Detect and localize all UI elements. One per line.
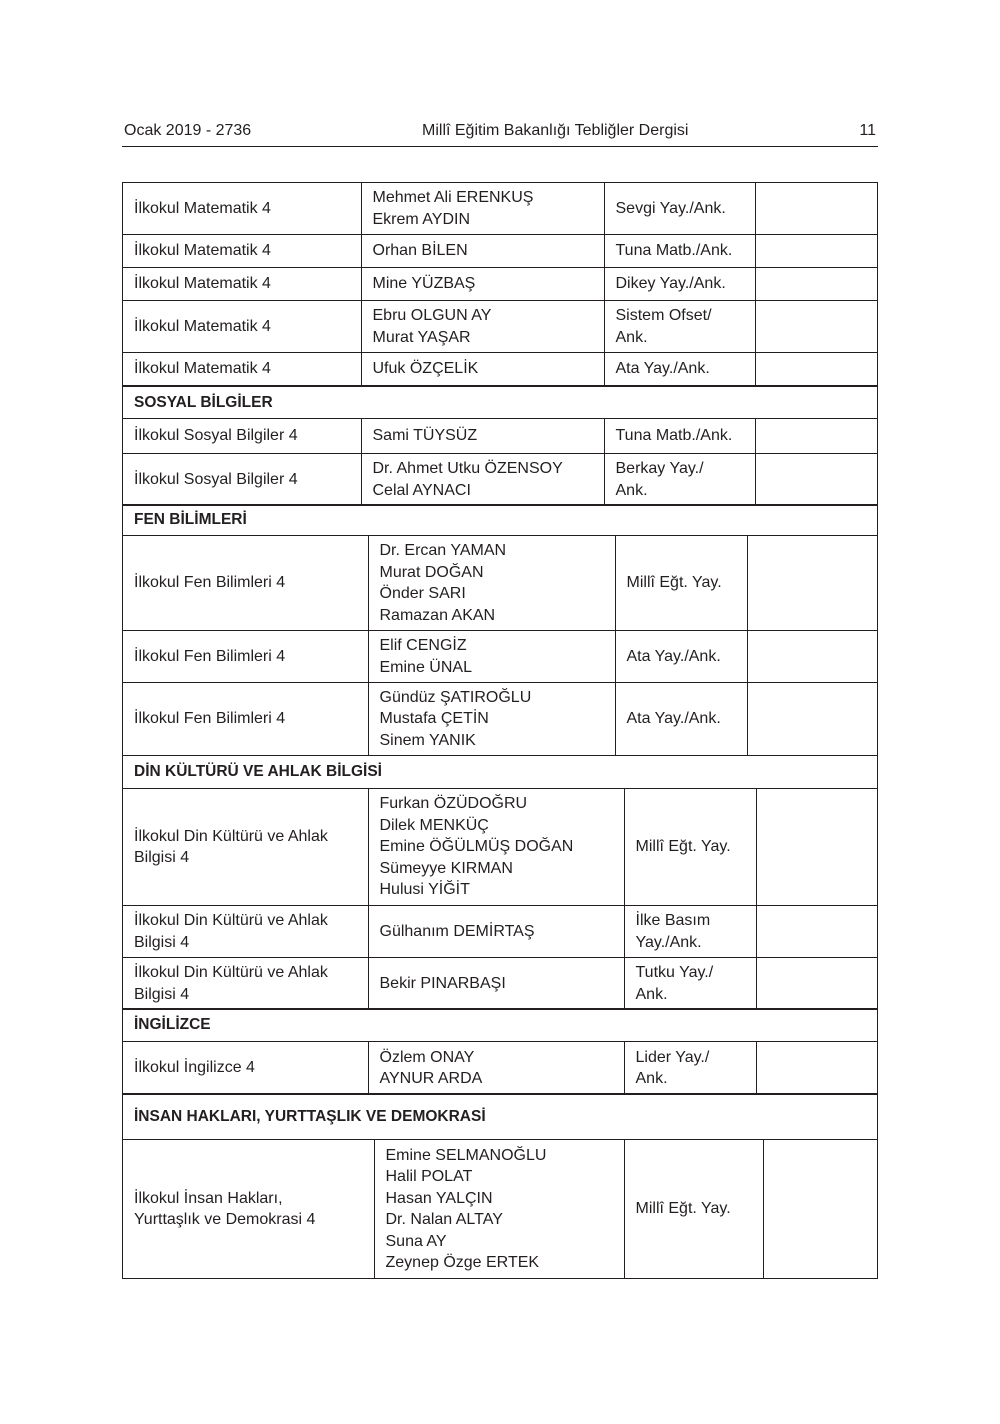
empty-note-cell xyxy=(755,268,877,301)
page-number: 11 xyxy=(859,122,876,139)
author-name: Önder SARI xyxy=(379,585,466,602)
empty-note-cell xyxy=(755,454,877,506)
author-name: Sami TÜYSÜZ xyxy=(372,427,478,445)
book-title-cell xyxy=(123,958,368,1010)
empty-note-cell xyxy=(763,1140,877,1279)
book-title: İlkokul Matematik 4 xyxy=(134,317,271,335)
publisher-cell xyxy=(624,1042,756,1095)
publisher-cell xyxy=(615,683,747,756)
empty-note-cell xyxy=(747,631,877,683)
book-title: İlkokul Matematik 4 xyxy=(134,275,271,293)
book-title-line: İlkokul Din Kültürü ve Ahlak xyxy=(134,912,328,929)
empty-note-cell xyxy=(756,906,877,958)
empty-note-cell xyxy=(755,419,877,454)
author-name: Furkan ÖZÜDOĞRU xyxy=(379,795,528,813)
publisher-cell xyxy=(604,301,755,353)
author-name: Mine YÜZBAŞ xyxy=(372,275,476,293)
sosyal-table xyxy=(122,418,878,506)
publisher-line: Ata Yay./Ank. xyxy=(626,647,721,665)
book-title-line: Bilgisi 4 xyxy=(134,985,190,1003)
book-title: İlkokul Matematik 4 xyxy=(134,199,271,217)
book-title-cell xyxy=(123,235,361,268)
author-name: Mehmet Ali ERENKUŞ xyxy=(372,189,534,206)
book-title-cell xyxy=(123,631,368,683)
table-row xyxy=(123,268,877,301)
publisher-cell xyxy=(604,183,755,235)
table-row xyxy=(123,235,877,268)
author-name: Özlem ONAY xyxy=(379,1048,475,1066)
book-title: İlkokul Fen Bilimleri 4 xyxy=(134,574,286,592)
matematik-table xyxy=(122,182,878,386)
table-row xyxy=(123,906,877,958)
publisher-line: Dikey Yay./Ank. xyxy=(615,275,726,293)
publisher-line: Lider Yay./ xyxy=(635,1048,710,1066)
section-fen-bilimleri: FEN BİLİMLERİ xyxy=(122,504,878,536)
author-name: Mustafa ÇETİN xyxy=(379,710,489,728)
author-name: Halil POLAT xyxy=(385,1168,473,1185)
author-name: Murat DOĞAN xyxy=(379,563,484,581)
book-title-cell xyxy=(123,268,361,301)
table-row xyxy=(123,183,877,235)
publisher-cell xyxy=(624,1140,763,1279)
book-title: İlkokul Matematik 4 xyxy=(134,360,271,378)
book-title: İlkokul Matematik 4 xyxy=(134,242,271,260)
publisher-line: Sevgi Yay./Ank. xyxy=(615,199,726,217)
book-title: İlkokul Fen Bilimleri 4 xyxy=(134,710,286,728)
authors-cell xyxy=(368,683,615,756)
empty-note-cell xyxy=(747,683,877,756)
authors-cell xyxy=(368,958,624,1010)
table-row xyxy=(123,958,877,1010)
section-sosyal-bilgiler: SOSYAL BİLGİLER xyxy=(122,386,878,419)
book-title-cell xyxy=(123,419,361,454)
book-title-line: İlkokul İngilizce 4 xyxy=(134,1059,255,1077)
section-din-kulturu: DİN KÜLTÜRÜ VE AHLAK BİLGİSİ xyxy=(122,755,878,789)
author-name: AYNUR ARDA xyxy=(379,1070,483,1087)
section-ingilizce: İNGİLİZCE xyxy=(122,1008,878,1042)
author-name: Zeynep Özge ERTEK xyxy=(385,1254,540,1271)
publisher-line: İlke Basım xyxy=(635,912,711,929)
author-name: Dr. Ahmet Utku ÖZENSOY xyxy=(372,460,563,477)
publisher-line: Ank. xyxy=(615,481,648,499)
publisher-cell xyxy=(615,536,747,631)
publisher-line: Ank. xyxy=(635,1070,668,1087)
publisher-line: Tuna Matb./Ank. xyxy=(615,427,733,445)
book-title-line: Bilgisi 4 xyxy=(134,933,190,951)
fen-table xyxy=(122,535,878,756)
publisher-line: Berkay Yay./ xyxy=(615,460,704,477)
author-name: Orhan BİLEN xyxy=(372,242,468,260)
authors-cell xyxy=(361,183,604,235)
author-name: Bekir PINARBAŞI xyxy=(379,974,506,992)
publisher-line: Millî Eğt. Yay. xyxy=(635,838,731,856)
book-title-cell xyxy=(123,183,361,235)
table-row xyxy=(123,353,877,386)
authors-cell xyxy=(368,906,624,958)
table-row xyxy=(123,454,877,506)
author-name: Ufuk ÖZÇELİK xyxy=(372,360,479,378)
din-table xyxy=(122,788,878,1010)
author-name: Elif CENGİZ xyxy=(379,637,467,654)
author-name: Ramazan AKAN xyxy=(379,606,496,624)
publisher-line: Millî Eğt. Yay. xyxy=(635,1200,731,1218)
book-title-cell xyxy=(123,789,368,906)
table-row xyxy=(123,1042,877,1095)
book-title-line: İlkokul İnsan Hakları, xyxy=(134,1189,283,1207)
page-header xyxy=(122,118,878,147)
author-name: Hulusi YİĞİT xyxy=(379,881,470,899)
authors-cell xyxy=(361,301,604,353)
publisher-cell xyxy=(615,631,747,683)
author-name: Sinem YANIK xyxy=(379,731,476,749)
author-name: Emine ÖĞÜLMÜŞ DOĞAN xyxy=(379,838,574,856)
publisher-line: Tuna Matb./Ank. xyxy=(615,242,733,260)
empty-note-cell xyxy=(755,183,877,235)
author-name: Sümeyye KIRMAN xyxy=(379,859,513,877)
author-name: Suna AY xyxy=(385,1232,447,1250)
publisher-cell xyxy=(604,235,755,268)
author-name: Dr. Nalan ALTAY xyxy=(385,1211,503,1228)
publisher-cell xyxy=(604,353,755,386)
author-name: Dilek MENKÜÇ xyxy=(379,816,489,834)
book-title-cell xyxy=(123,683,368,756)
book-title-cell xyxy=(123,353,361,386)
author-name: Emine ÜNAL xyxy=(379,658,472,676)
authors-cell xyxy=(361,235,604,268)
book-title-cell xyxy=(123,454,361,506)
author-name: Gündüz ŞATIROĞLU xyxy=(379,688,532,706)
publisher-line: Yay./Ank. xyxy=(635,933,702,951)
authors-cell xyxy=(368,789,624,906)
author-name: Gülhanım DEMİRTAŞ xyxy=(379,922,535,940)
book-title-line: Bilgisi 4 xyxy=(134,849,190,866)
author-name: Celal AYNACI xyxy=(372,481,471,499)
book-title-cell xyxy=(123,906,368,958)
journal-title: Millî Eğitim Bakanlığı Tebliğler Dergisi xyxy=(422,122,689,139)
authors-cell xyxy=(361,268,604,301)
authors-cell xyxy=(368,1042,624,1095)
table-row xyxy=(123,419,877,454)
publisher-line: Ata Yay./Ank. xyxy=(626,710,721,728)
publisher-cell xyxy=(604,419,755,454)
book-title-cell xyxy=(123,301,361,353)
table-row xyxy=(123,631,877,683)
empty-note-cell xyxy=(756,789,877,906)
table-row xyxy=(123,1140,877,1279)
empty-note-cell xyxy=(755,353,877,386)
table-row xyxy=(123,683,877,756)
issue-date: Ocak 2019 - 2736 xyxy=(124,122,252,139)
book-title-line: Yurttaşlık ve Demokrasi 4 xyxy=(134,1211,316,1228)
authors-cell xyxy=(368,631,615,683)
author-name: Hasan YALÇIN xyxy=(385,1189,493,1207)
book-title-cell xyxy=(123,1140,374,1279)
authors-cell xyxy=(374,1140,624,1279)
author-name: Ebru OLGUN AY xyxy=(372,307,492,324)
table-row xyxy=(123,301,877,353)
authors-cell xyxy=(361,419,604,454)
table-row xyxy=(123,789,877,906)
table-row xyxy=(123,536,877,631)
authors-cell xyxy=(368,536,615,631)
book-title-cell xyxy=(123,536,368,631)
author-name: Ekrem AYDIN xyxy=(372,210,470,228)
publisher-cell xyxy=(604,268,755,301)
publisher-cell xyxy=(604,454,755,506)
insan-table xyxy=(122,1139,878,1279)
book-title-line: İlkokul Din Kültürü ve Ahlak xyxy=(134,964,328,981)
empty-note-cell xyxy=(747,536,877,631)
author-name: Dr. Ercan YAMAN xyxy=(379,542,507,559)
publisher-line: Ata Yay./Ank. xyxy=(615,360,710,378)
publisher-line: Millî Eğt. Yay. xyxy=(626,574,722,592)
empty-note-cell xyxy=(756,1042,877,1095)
book-title-line: İlkokul Din Kültürü ve Ahlak xyxy=(134,827,328,845)
empty-note-cell xyxy=(756,958,877,1010)
section-insan-haklari: İNSAN HAKLARI, YURTTAŞLIK VE DEMOKRASİ xyxy=(122,1093,878,1140)
publisher-cell xyxy=(624,906,756,958)
authors-cell xyxy=(361,454,604,506)
publisher-line: Tutku Yay./ xyxy=(635,964,714,981)
publisher-line: Ank. xyxy=(635,985,668,1003)
book-title: İlkokul Sosyal Bilgiler 4 xyxy=(134,470,298,488)
authors-cell xyxy=(361,353,604,386)
publisher-line: Sistem Ofset/ xyxy=(615,307,712,324)
publisher-cell xyxy=(624,789,756,906)
publisher-line: Ank. xyxy=(615,328,648,346)
publisher-cell xyxy=(624,958,756,1010)
author-name: Murat YAŞAR xyxy=(372,328,471,346)
book-title: İlkokul Sosyal Bilgiler 4 xyxy=(134,427,298,445)
empty-note-cell xyxy=(755,235,877,268)
author-name: Emine SELMANOĞLU xyxy=(385,1146,547,1164)
empty-note-cell xyxy=(755,301,877,353)
book-title: İlkokul Fen Bilimleri 4 xyxy=(134,647,286,665)
ingilizce-table xyxy=(122,1041,878,1095)
book-title-cell xyxy=(123,1042,368,1095)
